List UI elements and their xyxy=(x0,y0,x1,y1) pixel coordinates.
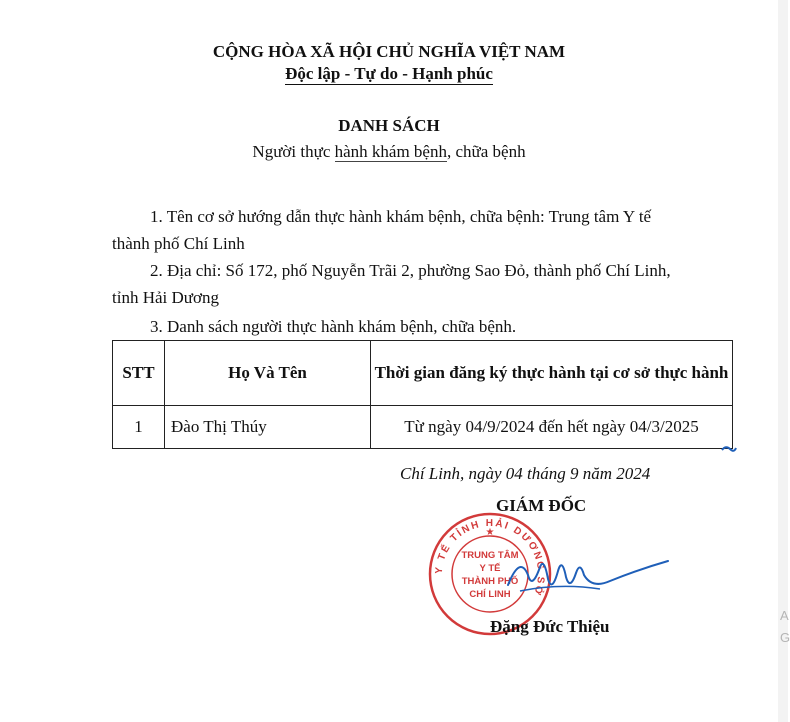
item-1-line-1: 1. Tên cơ sở hướng dẫn thực hành khám bệnh, chữa bệnh: Trung tâm Y tế xyxy=(150,207,652,226)
signer-name: Đặng Đức Thiệu xyxy=(490,617,610,636)
practitioner-table xyxy=(112,340,733,449)
header-stt: STT xyxy=(113,341,165,406)
edge-fragment-g: G xyxy=(780,630,790,645)
subtitle-underlined: hành khám bệnh xyxy=(334,142,447,161)
stamp-ring-text: Y TẾ TỈNH HẢI DƯƠNG SỞ xyxy=(433,517,547,598)
item-1 xyxy=(112,203,732,257)
item-2 xyxy=(112,257,732,311)
cell-name: Đào Thị Thúy xyxy=(165,406,371,449)
document-title: DANH SÁCH xyxy=(338,116,440,135)
pen-mark-icon xyxy=(720,442,738,454)
motto-text: Độc lập - Tự do - Hạnh phúc xyxy=(285,64,493,83)
subtitle-suffix: , chữa bệnh xyxy=(446,142,526,161)
item-3-line: 3. Danh sách người thực hành khám bệnh, chữa bệnh. xyxy=(150,317,517,336)
item-2-line-2: tỉnh Hải Dương xyxy=(112,288,219,307)
document-subtitle xyxy=(0,142,778,162)
edge-fragment-a: A xyxy=(780,608,789,623)
header-name: Họ Và Tên xyxy=(165,341,371,406)
stamp-line-1: TRUNG TÂM xyxy=(461,550,519,561)
place-date: Chí Linh, ngày 04 tháng 9 năm 2024 xyxy=(400,464,651,483)
cell-period: Từ ngày 04/9/2024 đến hết ngày 04/3/2025 xyxy=(371,406,733,449)
item-2-line-1: 2. Địa chỉ: Số 172, phố Nguyễn Trãi 2, phường Sao Đỏ, thành phố Chí Linh, xyxy=(150,261,671,280)
motto xyxy=(0,64,778,84)
stamp-line-4: CHÍ LINH xyxy=(469,589,511,600)
handwritten-signature-icon xyxy=(500,545,680,605)
header-period: Thời gian đăng ký thực hành tại cơ sở thực hành xyxy=(371,341,733,406)
svg-text:★: ★ xyxy=(485,527,495,538)
item-3 xyxy=(112,313,732,340)
stamp-line-3: THÀNH PHỐ xyxy=(461,576,519,587)
item-1-line-2: thành phố Chí Linh xyxy=(112,234,245,253)
nation-title: CỘNG HÒA XÃ HỘI CHỦ NGHĨA VIỆT NAM xyxy=(212,42,566,61)
table-header-row xyxy=(113,341,733,406)
subtitle-prefix: Người thực xyxy=(252,142,335,161)
table-row xyxy=(113,406,733,449)
signer-role: GIÁM ĐỐC xyxy=(496,496,587,515)
stamp-line-2: Y TẾ xyxy=(479,563,501,574)
cell-stt: 1 xyxy=(113,406,165,449)
